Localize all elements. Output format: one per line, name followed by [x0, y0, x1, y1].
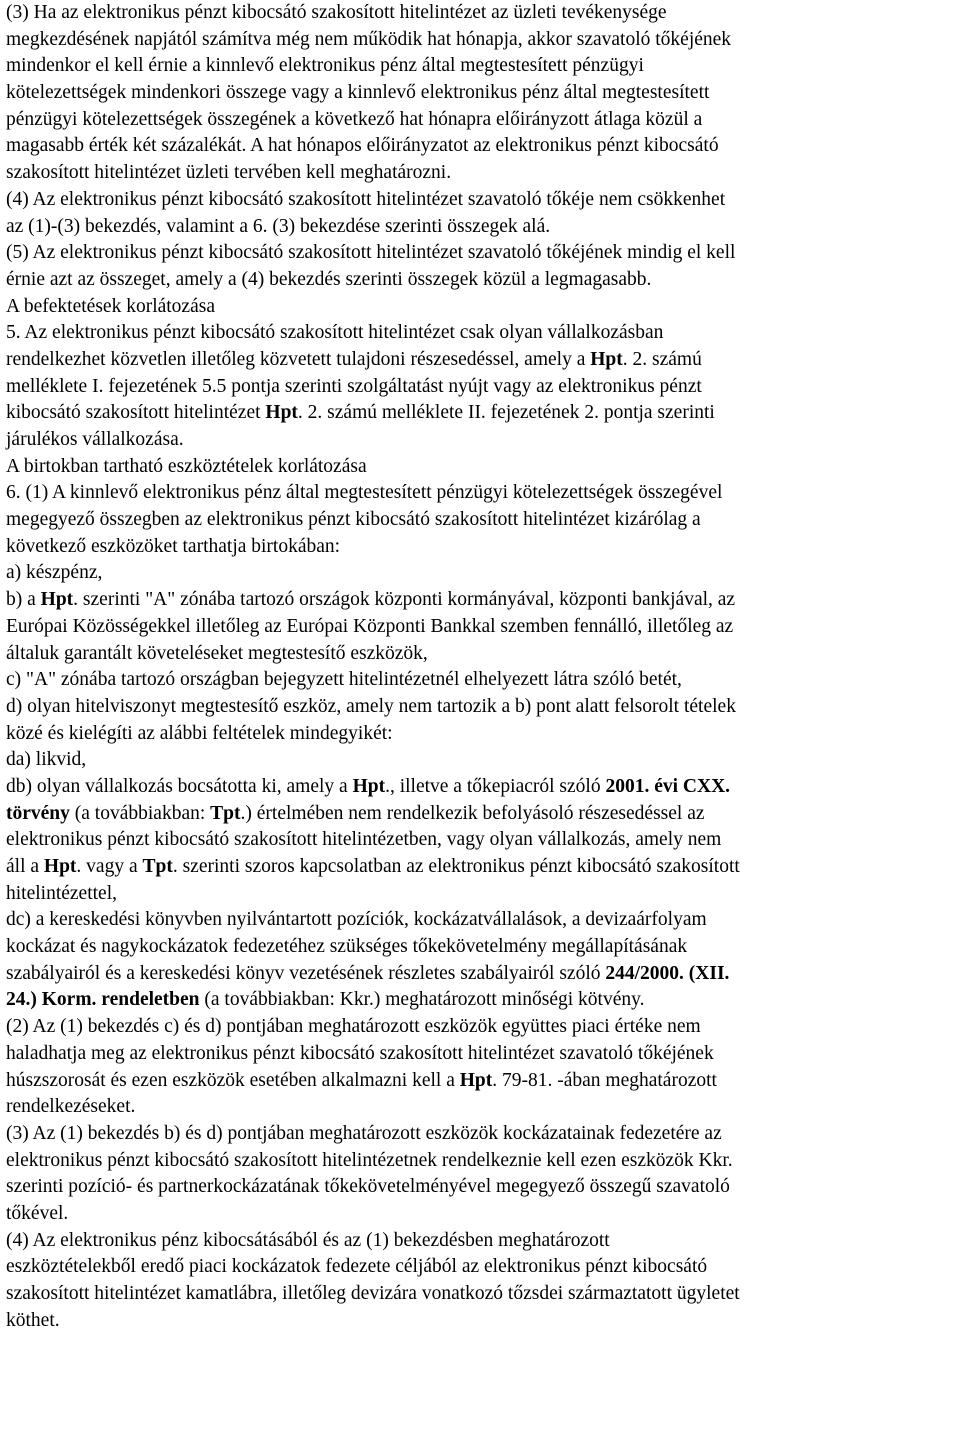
text-run: rendelkezéseket.: [6, 1096, 136, 1118]
text-line: [6, 133, 954, 160]
text-line: [6, 53, 954, 80]
text-line: [6, 961, 954, 988]
bold-reference: 2001. évi CXX.: [605, 775, 731, 797]
text-line: [6, 240, 954, 267]
text-line: [6, 1014, 954, 1041]
text-run: (a továbbiakban: Kkr.) meghatározott minőségi kötvény.: [199, 989, 645, 1011]
text-line: [6, 987, 954, 1014]
text-run: . szerinti "A" zónába tartozó országok központi kormányával, központi bankjával, az: [73, 589, 736, 611]
text-run: járulékos vállalkozása.: [6, 429, 184, 450]
text-run: c) "A" zónába tartozó országban bejegyzett hitelintézetnél elhelyezett látra szóló betét,: [6, 669, 682, 691]
text-run: (2) Az (1) bekezdés c) és d) pontjában meghatározott eszközök együttes piaci értéke nem: [6, 1016, 701, 1038]
text-run: haladhatja meg az elektronikus pénzt kibocsátó szakosított hitelintézet szavatoló tőkéjének: [6, 1042, 714, 1064]
text-run: 5. Az elektronikus pénzt kibocsátó szakosított hitelintézet csak olyan vállalkozásban: [6, 322, 664, 344]
text-line: [6, 721, 954, 748]
text-run: kockázat és nagykockázatok fedezetéhez szükséges tőkekövetelmény megállapításának: [6, 936, 688, 958]
text-run: (4) Az elektronikus pénz kibocsátásából és az (1) bekezdésben meghatározott: [6, 1229, 610, 1251]
text-run: általuk garantált követeléseket megtestesítő eszközök,: [6, 642, 428, 664]
text-line: [6, 1121, 954, 1148]
text-run: a) készpénz,: [6, 562, 103, 584]
bold-reference: 244/2000. (XII.: [605, 962, 730, 984]
text-run: eszköztételekből eredő piaci kockázatok fedezete céljából az elektronikus pénzt kibocsátó: [6, 1256, 708, 1278]
text-line: [6, 1254, 954, 1281]
text-run: kötelezettségek mindenkori összege vagy a kinnlevő elektronikus pénz által megtestesített: [6, 82, 710, 104]
text-line: [6, 801, 954, 828]
text-run: közé és kielégíti az alábbi feltételek mindegyikét:: [6, 722, 393, 744]
text-run: mindenkor el kell érnie a kinnlevő elektronikus pénz által megtestesített pénzügyi: [6, 55, 644, 77]
text-run: 6. (1) A kinnlevő elektronikus pénz által megtestesített pénzügyi kötelezettségek összegével: [6, 482, 723, 504]
text-run: elektronikus pénzt kibocsátó szakosított hitelintézetnek rendelkeznie kell ezen eszközök Kkr.: [6, 1149, 733, 1171]
document-body: [6, 0, 954, 1334]
text-line: [6, 747, 954, 774]
text-line: [6, 1068, 954, 1095]
bold-reference: Hpt: [590, 348, 623, 370]
bold-reference: 24.) Korm. rendeletben: [6, 989, 200, 1011]
text-line: [6, 27, 954, 54]
text-line: [6, 774, 954, 801]
text-run: A befektetések korlátozása: [6, 295, 215, 317]
bold-reference: Hpt: [43, 856, 77, 877]
text-line: [6, 1281, 954, 1308]
text-line: [6, 1201, 954, 1228]
text-line: [6, 1041, 954, 1068]
text-line: [6, 507, 954, 534]
text-run: kibocsátó szakosított hitelintézet: [6, 402, 266, 424]
text-line: [6, 294, 954, 321]
text-run: b) a: [6, 589, 41, 611]
text-run: hitelintézettel,: [6, 882, 117, 904]
text-run: . szerinti szoros kapcsolatban az elektronikus pénzt kibocsátó szakosított: [172, 856, 740, 877]
text-line: [6, 641, 954, 668]
text-run: A birtokban tartható eszköztételek korlátozása: [6, 455, 367, 477]
text-run: magasabb érték két százalékát. A hat hónapos előirányzatot az elektronikus pénzt kibocsátó: [6, 135, 719, 157]
text-line: [6, 854, 954, 881]
text-line: [6, 881, 954, 908]
text-line: [6, 0, 954, 27]
text-run: szerinti pozíció- és partnerkockázatának tőkekövetelményével megegyező összegű szavatoló: [6, 1176, 730, 1198]
text-line: [6, 1308, 954, 1335]
text-run: tőkével.: [6, 1202, 69, 1224]
text-line: [6, 694, 954, 721]
text-line: [6, 214, 954, 241]
text-line: [6, 560, 954, 587]
bold-reference: törvény: [6, 802, 70, 824]
text-run: dc) a kereskedési könyvben nyilvántartott pozíciók, kockázatvállalások, a devizaárfolyam: [6, 909, 707, 931]
text-run: megegyező összegben az elektronikus pénzt kibocsátó szakosított hitelintézet kizárólag a: [6, 509, 701, 531]
text-run: (4) Az elektronikus pénzt kibocsátó szakosított hitelintézet szavatoló tőkéje nem csökkenhet: [6, 188, 726, 210]
text-run: köthet.: [6, 1309, 60, 1331]
text-run: áll a: [6, 856, 44, 877]
text-run: da) likvid,: [6, 749, 87, 771]
bold-reference: Hpt: [265, 402, 298, 424]
text-line: [6, 454, 954, 481]
text-run: (3) Az (1) bekezdés b) és d) pontjában meghatározott eszközök kockázatainak fedezetére az: [6, 1122, 722, 1144]
text-run: az (1)-(3) bekezdés, valamint a 6. (3) bekezdése szerinti összegek alá.: [6, 215, 551, 237]
text-line: [6, 614, 954, 641]
text-line: [6, 480, 954, 507]
bold-reference: Hpt: [459, 1069, 493, 1091]
bold-reference: Hpt: [352, 775, 386, 797]
text-line: [6, 160, 954, 187]
text-run: (a továbbiakban:: [69, 802, 211, 824]
text-run: . 79-81. -ában meghatározott: [492, 1069, 717, 1091]
text-line: [6, 374, 954, 401]
text-line: [6, 107, 954, 134]
text-run: érnie azt az összeget, amely a (4) bekezdés szerinti összegek közül a legmagasabb.: [6, 268, 652, 290]
text-line: [6, 667, 954, 694]
text-line: [6, 1094, 954, 1121]
text-line: [6, 187, 954, 214]
text-line: [6, 1228, 954, 1255]
text-run: pénzügyi kötelezettségek összegének a következő hat hónapra előirányzott átlaga közül a: [6, 108, 703, 130]
text-run: . vagy a: [76, 856, 143, 877]
text-line: [6, 587, 954, 614]
text-line: [6, 1174, 954, 1201]
text-run: következő eszközöket tarthatja birtokában:: [6, 535, 341, 557]
text-line: [6, 80, 954, 107]
text-line: [6, 1148, 954, 1175]
text-run: (3) Ha az elektronikus pénzt kibocsátó szakosított hitelintézet az üzleti tevékenysége: [6, 2, 667, 23]
text-run: szakosított hitelintézet kamatlábra, illetőleg devizára vonatkozó tőzsdei származtatott ügyletet: [6, 1283, 740, 1304]
text-run: ., illetve a tőkepiacról szóló: [385, 775, 606, 797]
text-line: [6, 934, 954, 961]
text-run: .) értelmében nem rendelkezik befolyásoló részesedéssel az: [240, 802, 705, 824]
text-run: (5) Az elektronikus pénzt kibocsátó szakosított hitelintézet szavatoló tőkéjének mindig el kell: [6, 242, 736, 264]
text-run: melléklete I. fejezetének 5.5 pontja szerinti szolgáltatást nyújt vagy az elektronikus pénzt: [6, 375, 702, 397]
text-line: [6, 400, 954, 427]
bold-reference: Tpt: [210, 802, 241, 824]
text-run: megkezdésének napjától számítva még nem működik hat hónapja, akkor szavatoló tőkéjének: [6, 28, 732, 50]
text-run: db) olyan vállalkozás bocsátotta ki, amely a: [6, 775, 353, 797]
text-line: [6, 427, 954, 454]
bold-reference: Tpt: [142, 856, 173, 877]
text-run: rendelkezhet közvetlen illetőleg közvetett tulajdoni részesedéssel, amely a: [6, 348, 591, 370]
bold-reference: Hpt: [40, 589, 74, 611]
text-line: [6, 267, 954, 294]
text-run: húszszorosát és ezen eszközök esetében alkalmazni kell a: [6, 1069, 460, 1091]
text-run: szabályairól és a kereskedési könyv vezetésének részletes szabályairól szóló: [6, 962, 606, 984]
text-line: [6, 534, 954, 561]
text-run: szakosított hitelintézet üzleti tervében kell meghatározni.: [6, 162, 452, 184]
text-line: [6, 347, 954, 374]
text-run: elektronikus pénzt kibocsátó szakosított hitelintézetben, vagy olyan vállalkozás, amely nem: [6, 829, 722, 851]
text-run: . 2. számú: [622, 348, 702, 370]
text-line: [6, 827, 954, 854]
text-run: . 2. számú melléklete II. fejezetének 2. pontja szerinti: [297, 402, 715, 424]
text-line: [6, 907, 954, 934]
text-line: [6, 320, 954, 347]
text-run: d) olyan hitelviszonyt megtestesítő eszköz, amely nem tartozik a b) pont alatt felsorolt tételek: [6, 695, 736, 717]
text-run: Európai Közösségekkel illetőleg az Európai Központi Bankkal szemben fennálló, illetőleg az: [6, 615, 734, 637]
